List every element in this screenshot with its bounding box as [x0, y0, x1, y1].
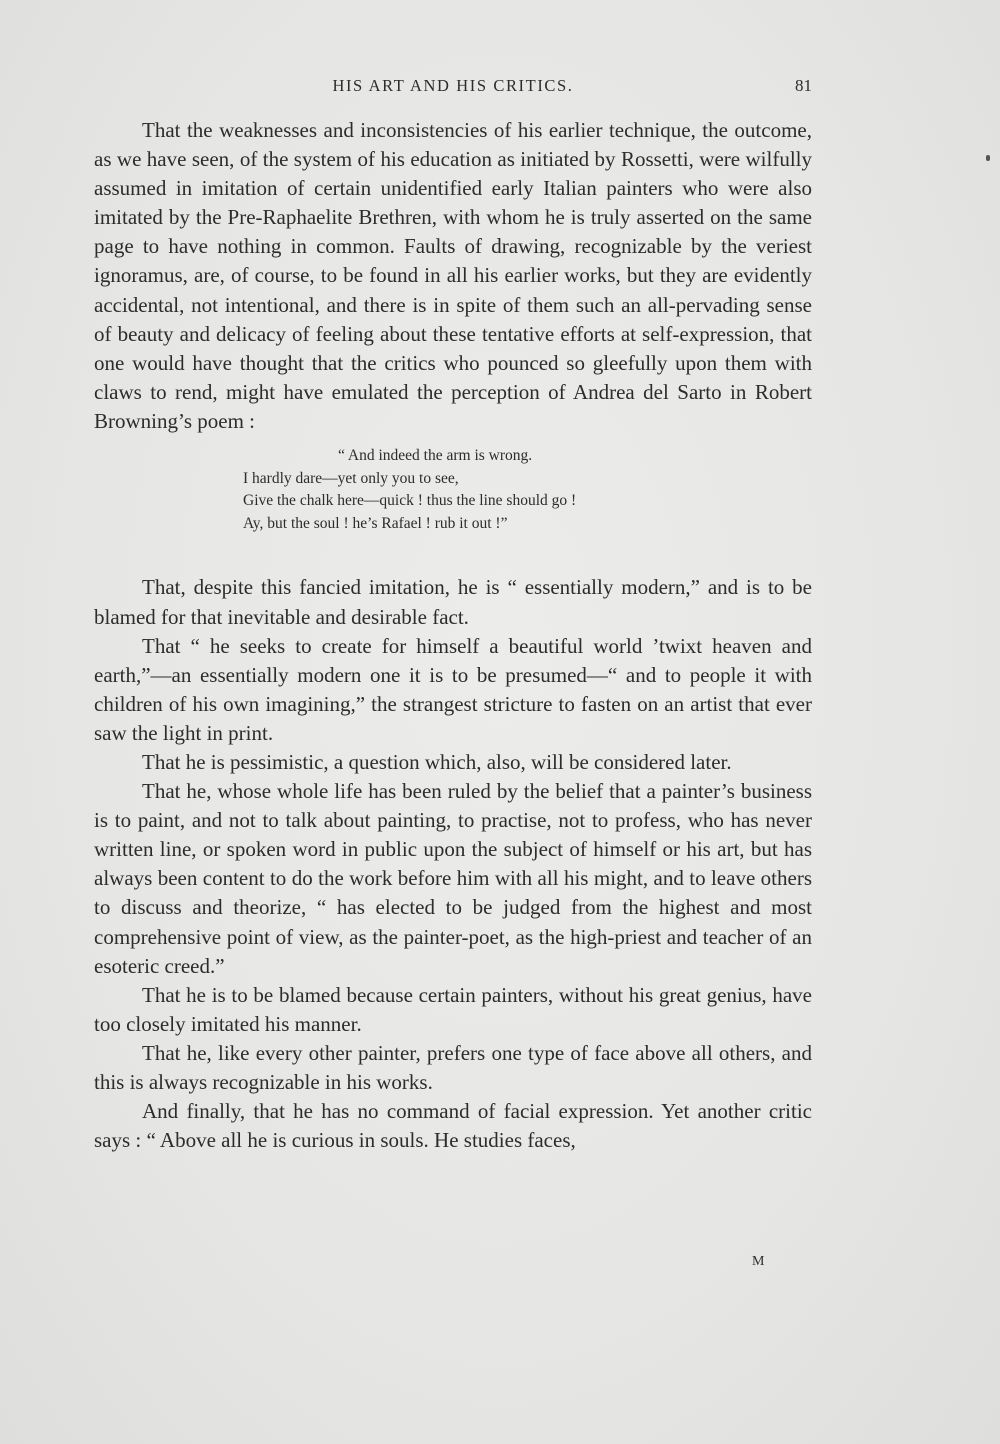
- paragraph: That, despite this fancied imitation, he is “ essentially modern,” and is to be blamed for that inevitable and desirable fact.: [94, 575, 812, 629]
- paragraph: That he, whose whole life has been ruled by the belief that a painter’s business is to paint, and not to talk about painting, to practise, not to profess, who has never written line, or spoken word in public upon the subject of himself or his art, but has always been content to do the work before him with all his might, and to leave others to discuss and theorize, “ has elected to be judged from the highest and most comprehensive point of view, as the painter-poet, as the high-priest and teacher of an esoteric creed.”: [94, 779, 812, 978]
- paragraph: That the weaknesses and inconsistencies of his earlier technique, the outcome, as we have seen, of the system of his education as initiated by Rossetti, were wilfully assumed in imitation of certain unidentified early Italian painters who were also imitated by the Pre-Raphaelite Brethren, with whom he is truly asserted on the same page to have nothing in common. Faults of drawing, recognizable by the veriest ignoramus, are, of course, to be found in all his earlier works, but they are evidently accidental, not intentional, and there is in spite of them such an all-pervading sense of beauty and delicacy of feeling about these tentative efforts at self-expression, that one would have thought that the critics who pounced so gleefully upon them with claws to rend, might have emulated the perception of Andrea del Sarto in Robert Browning’s poem :: [94, 118, 812, 433]
- verse-line: I hardly dare—yet only you to see,: [243, 469, 459, 487]
- running-title: HIS ART AND HIS CRITICS.: [332, 76, 574, 95]
- page-number: 81: [795, 76, 812, 95]
- body-text: [94, 116, 812, 1155]
- running-head: [94, 76, 812, 100]
- paragraph: That “ he seeks to create for himself a beautiful world ’twixt heaven and earth,”—an essentially modern one it is to be presumed—“ and to people it with children of his own imagining,” the strangest stricture to fasten on an artist that ever saw the light in print.: [94, 633, 812, 745]
- verse-line: Ay, but the soul ! he’s Rafael ! rub it out !”: [243, 514, 508, 532]
- paragraph: And finally, that he has no command of facial expression. Yet another critic says : “ Above all he is curious in souls. He studies faces,: [94, 1099, 812, 1153]
- verse-line: Give the chalk here—quick ! thus the line should go !: [243, 492, 577, 510]
- paragraph: That he, like every other painter, prefers one type of face above all others, and this is always recognizable in his works.: [94, 1040, 812, 1094]
- signature-mark: M: [752, 1254, 765, 1269]
- page-speck: [986, 155, 990, 161]
- paragraph: That he is pessimistic, a question which, also, will be considered later.: [142, 749, 732, 774]
- paragraph: That he is to be blamed because certain painters, without his great genius, have too closely imitated his manner.: [94, 982, 812, 1036]
- verse-line: “ And indeed the arm is wrong.: [338, 447, 533, 465]
- verse-quotation: [243, 445, 812, 535]
